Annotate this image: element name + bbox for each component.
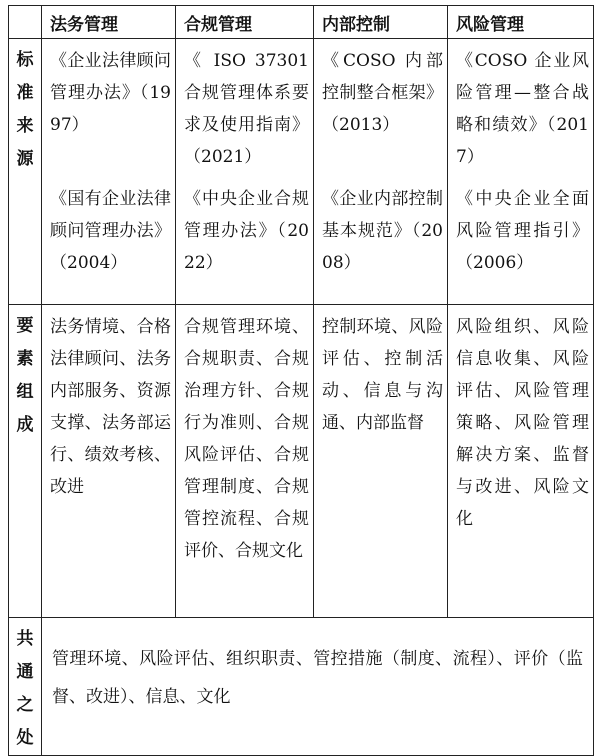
common-text: 管理环境、风险评估、组织职责、管控措施（制度、流程）、评价（监督、改进）、信息、文化: [42, 617, 594, 755]
standard-row-2: [9, 177, 594, 304]
common-row: [9, 617, 594, 755]
elements-legal: 法务情境、合格法律顾问、法务内部服务、资源支撑、法务部运行、绩效考核、改进: [42, 304, 176, 617]
elements-internal: 控制环境、风险评估、控制活动、信息与沟通、内部监督: [314, 304, 448, 617]
standard-internal-2: 《企业内部控制基本规范》（2008）: [314, 177, 448, 304]
standard-internal-1: 《COSO 内部控制整合框架》（2013）: [314, 39, 448, 178]
header-compliance: 合规管理: [176, 6, 314, 39]
elements-compliance: 合规管理环境、合规职责、合规治理方针、合规行为准则、合规风险评估、合规管理制度、合规管控流程、合规评价、合规文化: [176, 304, 314, 617]
header-row: [9, 6, 594, 39]
standard-risk-2: 《中央企业全面风险管理指引》（2006）: [448, 177, 594, 304]
standard-legal-2: 《国有企业法律顾问管理办法》（2004）: [42, 177, 176, 304]
header-internal-control: 内部控制: [314, 6, 448, 39]
standard-compliance-2: 《中央企业合规管理办法》（2022）: [176, 177, 314, 304]
standard-legal-1: 《企业法律顾问管理办法》（1997）: [42, 39, 176, 178]
row-label-standard: 标 准 来 源: [9, 39, 42, 305]
standard-compliance-1: 《 ISO 37301 合规管理体系要求及使用指南》（2021）: [176, 39, 314, 178]
comparison-table: [8, 5, 594, 756]
standard-row-1: [9, 39, 594, 178]
header-risk: 风险管理: [448, 6, 594, 39]
row-label-common: 共 通 之 处: [9, 617, 42, 755]
standard-risk-1: 《COSO 企业风险管理—整合战略和绩效》（2017）: [448, 39, 594, 178]
elements-row: [9, 304, 594, 617]
header-corner: [9, 6, 42, 39]
elements-risk: 风险组织、风险信息收集、风险评估、风险管理策略、风险管理解决方案、监督与改进、风险文化: [448, 304, 594, 617]
header-legal: 法务管理: [42, 6, 176, 39]
row-label-elements: 要 素 组 成: [9, 304, 42, 617]
